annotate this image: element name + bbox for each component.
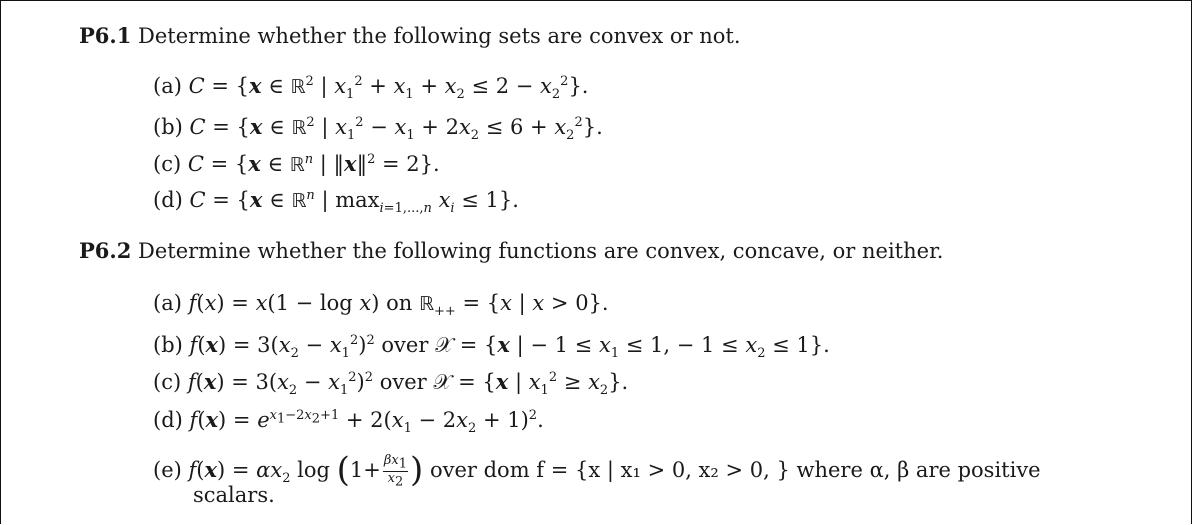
problem-6-2-heading [79, 238, 943, 263]
function-item-a: (a) f(x) = x(1 − log x) on ℝ$_{++}$ = {x | x > 0}. [153, 291, 609, 320]
function-item-d: (d) $f(x) = e^{x_1-2x_2+1} + 2(x_1 - 2x_2 + 1)^2$. [153, 407, 544, 437]
set-item-b: (b) C = {x ∈ ℝ$^2$ | $x_1^2 - x_1 + 2x_2 \le 6 + x_2^2$}. [153, 114, 603, 144]
problem-text: Determine whether the following sets are convex or not. [138, 24, 741, 48]
item-label: (b) [153, 333, 183, 357]
set-item-d: (d) C = {x ∈ ℝ$^n$ | $\max_{i=1,...,n} x_i \le 1$}. [153, 187, 519, 217]
item-label: (c) [153, 370, 182, 394]
problem-label: P6.1 [79, 23, 132, 48]
problem-label: P6.2 [79, 238, 132, 263]
item-label: (c) [153, 152, 182, 176]
item-label: (d) [153, 188, 183, 212]
function-e-continuation: scalars. [193, 483, 275, 507]
problem-6-1-heading [79, 23, 741, 48]
item-label: (a) [153, 74, 182, 98]
set-item-c: (c) C = {x ∈ ℝ$^n$ | ‖x‖$^2$ = 2}. [153, 151, 440, 176]
function-item-e: (e) $f(x) = \alpha x_2$ log (1+ $\frac{\beta x_1}{x_2}$ ) over dom f = {x | x₁ > 0, x₂ > 0, } where α, β are positive [153, 450, 1041, 490]
function-item-b: (b) $f(x) = 3(x_2 - x_1^2)^2$ over 𝒳 = {x | − $1 \le x_1 \le 1$, − $1 \le x_2 \le 1$}. [153, 332, 830, 362]
set-item-a: (a) C = {x ∈ ℝ$^2$ | $x_1^2 + x_1 + x_2 \le 2 - x_2^2$}. [153, 73, 589, 103]
problem-text: Determine whether the following functions are convex, concave, or neither. [138, 239, 944, 263]
item-label: (d) [153, 408, 183, 432]
function-e-domain-text: over dom f = {x | x₁ > 0, x₂ > 0, } where α, β are positive [423, 458, 1041, 482]
item-label: (a) [153, 291, 182, 315]
item-label: (e) [153, 458, 182, 482]
function-item-c: (c) $f(x) = 3(x_2 - x_1^2)^2$ over 𝒳 = {x | $x_1^2 \ge x_2$}. [153, 369, 629, 399]
item-label: (b) [153, 115, 183, 139]
